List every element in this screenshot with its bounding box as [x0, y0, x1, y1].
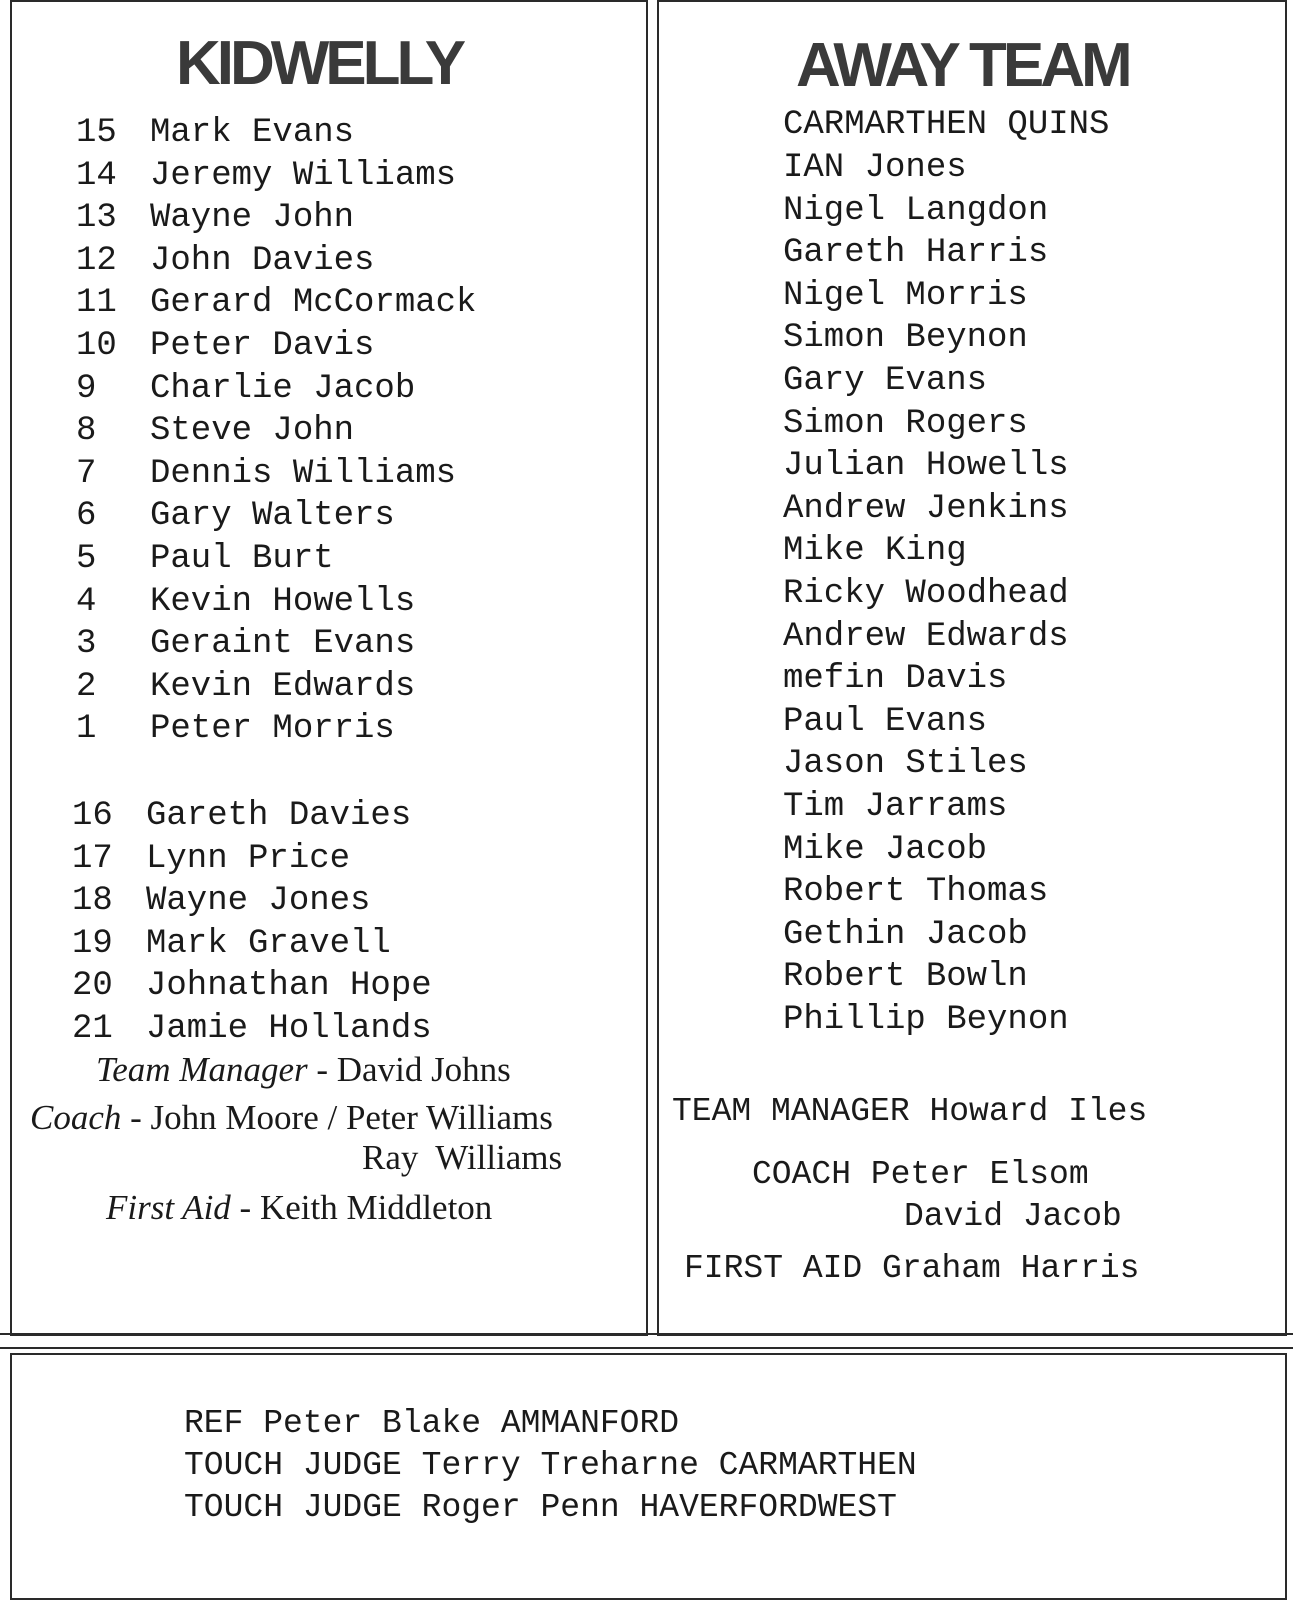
player-name: Gerard McCormack	[150, 284, 477, 323]
player-number: 19	[72, 924, 113, 963]
player-number: 9	[76, 369, 97, 408]
away-first-aid: FIRST AID Graham Harris	[684, 1250, 1140, 1287]
home-team-manager	[96, 1050, 511, 1090]
first-aid-value: - Keith Middleton	[230, 1188, 493, 1227]
player-number: 12	[76, 241, 117, 280]
away-player-name: Mike Jacob	[783, 830, 988, 869]
player-number: 16	[72, 797, 113, 835]
team-manager-value: - David Johns	[307, 1050, 511, 1089]
coach-value: - John Moore / Peter Williams	[121, 1098, 553, 1137]
away-player-name: Nigel Langdon	[783, 191, 1049, 230]
player-number: 1	[76, 710, 97, 749]
away-player-name: Simon Beynon	[783, 319, 1028, 358]
team-manager-label: Team Manager	[96, 1050, 308, 1089]
away-coach-extra: David Jacob	[904, 1198, 1122, 1235]
player-name: Charlie Jacob	[150, 369, 416, 408]
player-name: Geraint Evans	[150, 625, 416, 664]
player-number: 3	[76, 625, 97, 664]
player-name: Dennis Williams	[150, 454, 457, 493]
player-number: 13	[76, 199, 117, 238]
player-name: Steve John	[150, 412, 355, 451]
away-player-name: Ricky Woodhead	[783, 575, 1069, 613]
player-number: 7	[76, 454, 97, 493]
official-line: REF Peter Blake AMMANFORD	[184, 1405, 680, 1442]
player-number: 10	[76, 327, 117, 365]
away-player-name: Robert Thomas	[783, 873, 1049, 912]
first-aid-label: First Aid	[106, 1188, 231, 1227]
player-number: 14	[76, 156, 117, 195]
player-name: Lynn Price	[146, 839, 351, 878]
player-name: Mark Evans	[150, 114, 355, 152]
official-line: TOUCH JUDGE Terry Treharne CARMARTHEN	[184, 1447, 917, 1484]
away-team-manager: TEAM MANAGER Howard Iles	[672, 1093, 1148, 1130]
player-name: Jamie Hollands	[146, 1010, 432, 1048]
player-name: Kevin Edwards	[150, 667, 416, 706]
away-player-name: Phillip Beynon	[783, 1001, 1069, 1039]
away-player-name: Gethin Jacob	[783, 915, 1028, 954]
player-number: 15	[76, 114, 117, 152]
player-name: Gareth Davies	[146, 797, 412, 835]
player-name: Peter Morris	[150, 710, 395, 749]
away-player-name: Paul Evans	[783, 702, 988, 741]
away-player-name: Tim Jarrams	[783, 788, 1008, 826]
player-name: Kevin Howells	[150, 582, 416, 621]
home-team-title: KIDWELLY	[176, 29, 463, 98]
player-name: Gary Walters	[150, 497, 395, 536]
away-player-name: Simon Rogers	[783, 404, 1028, 443]
official-line: TOUCH JUDGE Roger Penn HAVERFORDWEST	[184, 1489, 897, 1526]
away-player-name: Jason Stiles	[783, 745, 1028, 784]
home-first-aid	[106, 1188, 492, 1228]
player-name: Jeremy Williams	[150, 156, 457, 195]
player-name: Wayne John	[150, 199, 355, 238]
away-player-name: Gary Evans	[783, 362, 988, 400]
away-player-name: Andrew Edwards	[783, 617, 1069, 656]
away-player-name: Julian Howells	[783, 447, 1069, 486]
player-number: 6	[76, 497, 97, 536]
player-number: 4	[76, 582, 97, 621]
player-name: John Davies	[150, 241, 375, 280]
player-name: Johnathan Hope	[146, 967, 432, 1006]
player-name: Paul Burt	[150, 540, 334, 578]
player-name: Peter Davis	[150, 327, 375, 365]
player-number: 18	[72, 882, 113, 921]
coach-label: Coach	[30, 1098, 122, 1137]
away-player-name: mefin Davis	[783, 660, 1008, 699]
player-number: 20	[72, 967, 113, 1006]
away-coach: COACH Peter Elsom	[752, 1156, 1089, 1193]
home-coach-extra: Ray Williams	[362, 1138, 563, 1177]
player-number: 17	[72, 839, 113, 878]
player-number: 21	[72, 1010, 113, 1048]
away-club-name: CARMARTHEN QUINS	[783, 106, 1110, 144]
player-name: Wayne Jones	[146, 882, 371, 921]
player-number: 2	[76, 667, 97, 706]
player-number: 8	[76, 412, 97, 451]
player-number: 11	[76, 284, 117, 323]
away-player-name: Mike King	[783, 532, 967, 571]
away-player-name: Robert Bowln	[783, 958, 1028, 997]
divider-line	[0, 1347, 1293, 1349]
away-player-name: IAN Jones	[783, 149, 967, 187]
home-coach	[30, 1098, 553, 1138]
away-player-name: Nigel Morris	[783, 276, 1028, 315]
player-name: Mark Gravell	[146, 924, 391, 963]
away-player-name: Gareth Harris	[783, 234, 1049, 273]
away-player-name: Andrew Jenkins	[783, 489, 1069, 528]
divider-line	[0, 1333, 1293, 1335]
player-number: 5	[76, 540, 97, 578]
away-team-title: AWAY TEAM	[796, 31, 1129, 100]
